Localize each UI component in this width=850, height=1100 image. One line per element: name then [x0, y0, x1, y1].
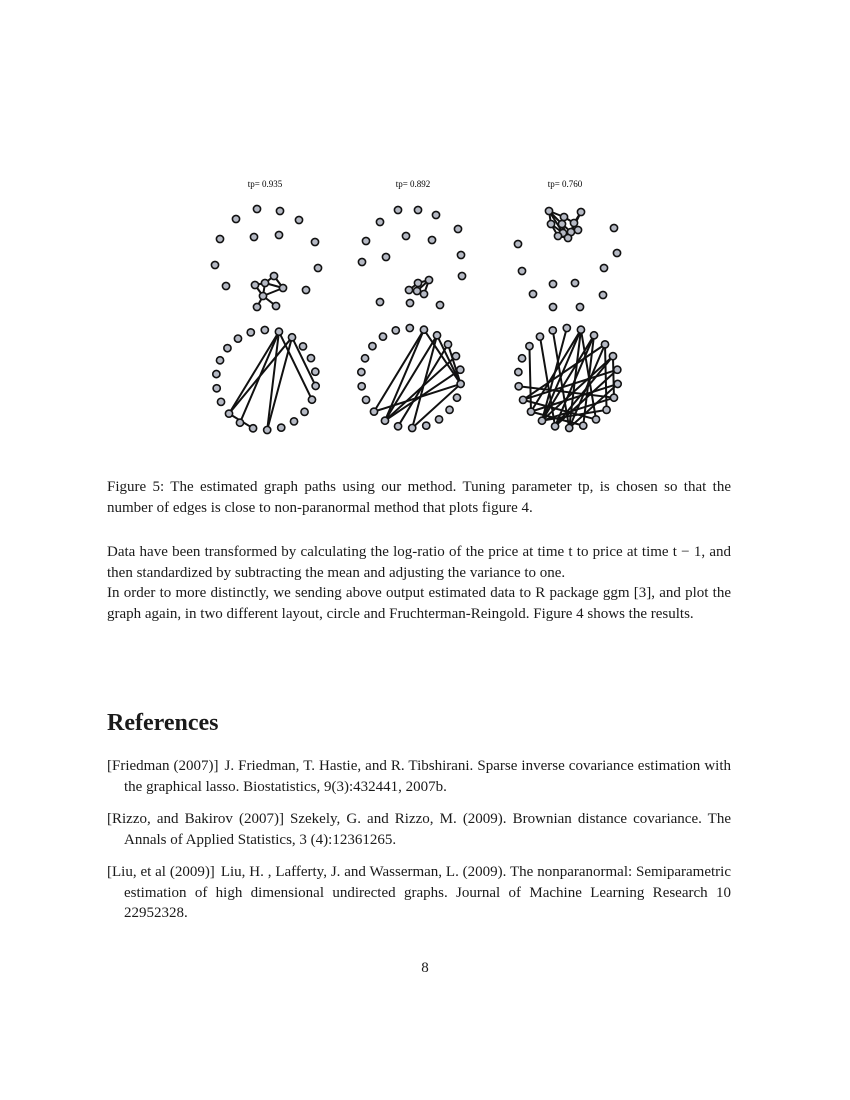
graph-node: [577, 326, 584, 333]
graph-node: [453, 394, 460, 401]
graph-node: [376, 298, 383, 305]
graph-node: [547, 220, 554, 227]
graph-node: [250, 233, 257, 240]
graph-edge: [613, 356, 614, 398]
graph-node: [392, 327, 399, 334]
graph-node: [518, 267, 525, 274]
graph-node: [613, 249, 620, 256]
graph-node: [222, 282, 229, 289]
graph-node: [514, 240, 521, 247]
graph-node: [433, 332, 440, 339]
graph-node: [457, 251, 464, 258]
panel-1-title: tp= 0.935: [247, 179, 283, 189]
graph-node: [247, 329, 254, 336]
figure-caption: Figure 5: The estimated graph paths using our method. Tuning parameter tp, is chosen so that the number of edges is close to non-paranormal method that plots figure 4.: [107, 479, 731, 516]
graph-node: [446, 406, 453, 413]
graph-node: [272, 302, 279, 309]
panel-3: [514, 179, 621, 432]
graph-node: [312, 382, 319, 389]
graph-node: [576, 303, 583, 310]
graph-node: [610, 394, 617, 401]
reference-item: [107, 862, 731, 924]
graph-node: [425, 276, 432, 283]
reference-label: [Liu, et al (2009)]: [107, 864, 215, 880]
graph-node: [295, 216, 302, 223]
graph-node: [560, 213, 567, 220]
graph-node: [312, 368, 319, 375]
graph-node: [603, 406, 610, 413]
reference-text: Liu, H. , Lafferty, J. and Wasserman, L. (2009). The nonparanormal: Semiparametric estimation of high dimensional undirected graphs. Journal of Machine Learning Research 10 22952328.: [124, 864, 731, 921]
graph-node: [563, 324, 570, 331]
graph-node: [234, 335, 241, 342]
graph-node: [290, 418, 297, 425]
graph-node: [307, 355, 314, 362]
graph-node: [519, 396, 526, 403]
graph-node: [358, 383, 365, 390]
graph-node: [288, 334, 295, 341]
graph-node: [361, 355, 368, 362]
graph-node: [549, 327, 556, 334]
graph-node: [420, 290, 427, 297]
graph-node: [549, 280, 556, 287]
graph-node: [308, 396, 315, 403]
graph-node: [610, 224, 617, 231]
panel-1-fr-layout: [211, 205, 321, 310]
graph-node: [275, 328, 282, 335]
graph-node: [299, 343, 306, 350]
panel-2-fr-layout: [358, 206, 465, 308]
graph-node: [564, 234, 571, 241]
graph-node: [554, 232, 561, 239]
graph-node: [527, 408, 534, 415]
graph-node: [435, 416, 442, 423]
graph-node: [405, 286, 412, 293]
panel-1: [211, 179, 321, 434]
graph-node: [253, 205, 260, 212]
reference-item: [107, 756, 731, 797]
graph-node: [614, 380, 621, 387]
graph-node: [261, 326, 268, 333]
graph-node: [444, 341, 451, 348]
graph-node: [549, 303, 556, 310]
graph-node: [414, 206, 421, 213]
graph-node: [261, 279, 268, 286]
graph-node: [358, 368, 365, 375]
graph-node: [526, 343, 533, 350]
graph-node: [536, 333, 543, 340]
graph-node: [614, 366, 621, 373]
references-heading: References: [107, 710, 219, 736]
panel-2: [358, 179, 466, 432]
graph-node: [264, 426, 271, 433]
graph-node: [236, 419, 243, 426]
graph-node: [423, 422, 430, 429]
graph-node: [457, 380, 464, 387]
panel-3-circle-layout: [515, 324, 621, 431]
graph-node: [518, 355, 525, 362]
graph-node: [545, 207, 552, 214]
graph-node: [432, 211, 439, 218]
panel-2-circle-layout: [358, 324, 464, 431]
graph-node: [406, 324, 413, 331]
graph-node: [362, 396, 369, 403]
panel-3-fr-layout: [514, 207, 620, 310]
graph-node: [301, 408, 308, 415]
graph-edge: [385, 335, 437, 420]
graph-node: [558, 220, 565, 227]
graph-node: [217, 398, 224, 405]
graph-node: [409, 424, 416, 431]
graph-node: [278, 424, 285, 431]
graph-node: [529, 290, 536, 297]
graph-node: [574, 226, 581, 233]
graph-node: [376, 218, 383, 225]
reference-label: [Friedman (2007)]: [107, 758, 219, 774]
graph-node: [599, 291, 606, 298]
graph-node: [275, 231, 282, 238]
graph-node: [414, 279, 421, 286]
graph-node: [270, 272, 277, 279]
panel-3-title: tp= 0.760: [547, 179, 583, 189]
graph-node: [571, 279, 578, 286]
graph-node: [394, 206, 401, 213]
body-paragraph-2: In order to more distinctly, we sending above output estimated data to R package ggm [3], and plot the graph again, in two different layout, circle and Fruchterman-Reingold. Figure 4 shows the results.: [107, 585, 731, 622]
graph-node: [379, 333, 386, 340]
graph-node: [213, 385, 220, 392]
reference-item: [107, 809, 731, 850]
panel-2-title: tp= 0.892: [395, 179, 431, 189]
graph-node: [402, 232, 409, 239]
graph-node: [216, 235, 223, 242]
graph-node: [225, 410, 232, 417]
graph-node: [370, 408, 377, 415]
figure-graph-paths: [195, 170, 655, 450]
graph-node: [311, 238, 318, 245]
graph-node: [454, 225, 461, 232]
graph-node: [590, 332, 597, 339]
graph-node: [382, 253, 389, 260]
graph-node: [314, 264, 321, 271]
page-number: 8: [421, 960, 429, 976]
graph-node: [253, 303, 260, 310]
graph-node: [381, 417, 388, 424]
graph-node: [259, 292, 266, 299]
graph-node: [515, 368, 522, 375]
graph-node: [276, 207, 283, 214]
graph-node: [249, 425, 256, 432]
graph-node: [452, 353, 459, 360]
graph-node: [592, 416, 599, 423]
reference-text: J. Friedman, T. Hastie, and R. Tibshirani. Sparse inverse covariance estimation with the graphical lasso. Biostatistics, 9(3):432441, 2007b.: [124, 758, 732, 795]
graph-node: [601, 341, 608, 348]
graph-node: [436, 301, 443, 308]
graph-node: [570, 219, 577, 226]
graph-node: [362, 237, 369, 244]
graph-node: [600, 264, 607, 271]
graph-node: [211, 261, 218, 268]
graph-node: [413, 287, 420, 294]
graph-node: [279, 284, 286, 291]
graph-node: [369, 343, 376, 350]
graph-node: [538, 417, 545, 424]
reference-label: [Rizzo, and Bakirov (2007)]: [107, 811, 284, 827]
references-list: [107, 756, 731, 936]
graph-node: [213, 370, 220, 377]
graph-node: [420, 326, 427, 333]
graph-node: [458, 272, 465, 279]
graph-node: [394, 423, 401, 430]
graph-node: [580, 422, 587, 429]
graph-node: [216, 357, 223, 364]
graph-node: [251, 281, 258, 288]
graph-node: [515, 383, 522, 390]
graph-node: [224, 345, 231, 352]
body-text: [107, 542, 731, 624]
reference-text: Szekely, G. and Rizzo, M. (2009). Brownian distance covariance. The Annals of Applied Statistics, 3 (4):12361265.: [124, 811, 731, 848]
graph-node: [609, 353, 616, 360]
graph-node: [457, 366, 464, 373]
graph-node: [428, 236, 435, 243]
graph-node: [551, 423, 558, 430]
graph-node: [566, 424, 573, 431]
graph-node: [406, 299, 413, 306]
graph-node: [232, 215, 239, 222]
body-paragraph-1: Data have been transformed by calculating the log-ratio of the price at time t to price at time t − 1, and then standardized by subtracting the mean and adjusting the variance to one.: [107, 544, 731, 581]
graph-node: [302, 286, 309, 293]
graph-node: [577, 208, 584, 215]
graph-node: [358, 258, 365, 265]
panel-1-circle-layout: [213, 326, 319, 433]
